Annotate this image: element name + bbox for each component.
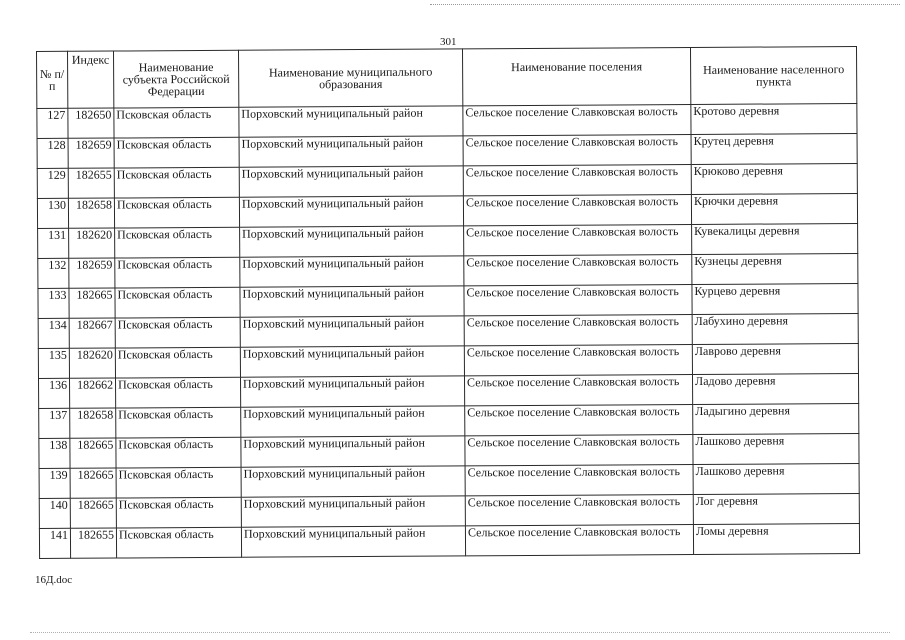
settlements-table [36,46,860,559]
scan-edge-top [430,4,900,5]
cell-subject: Псковская область [116,497,241,528]
header-row [37,46,857,108]
cell-settlement: Сельское поселение Славковская волость [463,105,691,136]
cell-locality: Лашково деревня [693,433,859,464]
cell-number: 132 [38,258,69,288]
cell-municipality: Порховский муниципальный район [241,436,465,467]
cell-municipality: Порховский муниципальный район [241,496,465,527]
table-body [37,103,860,558]
cell-index: 182658 [70,408,116,438]
cell-locality: Лашково деревня [693,463,859,494]
cell-subject: Псковская область [116,527,241,558]
cell-settlement: Сельское поселение Славковская волость [463,135,691,166]
cell-municipality: Порховский муниципальный район [240,316,464,347]
header-settlement: Наименование поселения [462,48,690,106]
header-index: Индекс [68,51,114,108]
cell-settlement: Сельское поселение Славковская волость [464,224,692,255]
header-number: № п/п [37,51,68,108]
cell-subject: Псковская область [114,107,239,138]
cell-municipality: Порховский муниципальный район [240,256,464,287]
cell-settlement: Сельское поселение Славковская волость [465,464,693,495]
header-locality: Наименование населенного пункта [690,46,856,104]
cell-index: 182650 [68,108,114,138]
cell-settlement: Сельское поселение Славковская волость [463,194,691,225]
cell-index: 182659 [68,138,114,168]
cell-index: 182665 [69,288,115,318]
cell-number: 130 [37,198,68,228]
cell-locality: Кузнецы деревня [692,253,858,284]
cell-index: 182667 [69,318,115,348]
cell-number: 127 [37,108,68,138]
cell-index: 182620 [69,228,115,258]
cell-subject: Псковская область [116,467,241,498]
cell-index: 182655 [68,168,114,198]
table-row [39,523,859,558]
cell-subject: Псковская область [114,167,239,198]
cell-number: 140 [39,498,70,528]
cell-locality: Кувекалицы деревня [692,223,858,254]
cell-number: 133 [38,288,69,318]
cell-municipality: Порховский муниципальный район [241,526,465,557]
cell-subject: Псковская область [115,227,240,258]
cell-municipality: Порховский муниципальный район [240,376,464,407]
cell-subject: Псковская область [116,437,241,468]
cell-subject: Псковская область [115,377,240,408]
cell-municipality: Порховский муниципальный район [241,466,465,497]
cell-settlement: Сельское поселение Славковская волость [463,164,691,195]
cell-locality: Лаврово деревня [692,343,858,374]
cell-locality: Крутец деревня [691,133,857,164]
cell-locality: Лог деревня [693,493,859,524]
cell-number: 135 [38,348,69,378]
cell-subject: Псковская область [115,287,240,318]
cell-index: 182665 [70,438,116,468]
cell-locality: Крючки деревня [691,193,857,224]
cell-number: 131 [38,228,69,258]
cell-number: 136 [39,378,70,408]
cell-locality: Кротово деревня [691,103,857,134]
cell-index: 182659 [69,258,115,288]
cell-municipality: Порховский муниципальный район [239,136,463,167]
cell-municipality: Порховский муниципальный район [239,166,463,197]
cell-index: 182662 [69,378,115,408]
cell-municipality: Порховский муниципальный район [240,226,464,257]
cell-number: 139 [39,468,70,498]
cell-number: 134 [38,318,69,348]
cell-subject: Псковская область [115,257,240,288]
cell-number: 141 [39,528,70,558]
cell-subject: Псковская область [115,347,240,378]
cell-municipality: Порховский муниципальный район [240,286,464,317]
cell-settlement: Сельское поселение Славковская волость [464,374,692,405]
cell-number: 137 [39,408,70,438]
cell-index: 182665 [70,468,116,498]
header-municipality: Наименование муниципального образования [238,49,462,107]
cell-locality: Ломы деревня [693,523,859,554]
cell-municipality: Порховский муниципальный район [239,196,463,227]
cell-subject: Псковская область [115,317,240,348]
cell-settlement: Сельское поселение Славковская волость [465,494,693,525]
cell-municipality: Порховский муниципальный район [240,346,464,377]
cell-locality: Ладово деревня [692,373,858,404]
scan-edge-bottom [30,632,890,633]
cell-number: 138 [39,438,70,468]
cell-subject: Псковская область [114,137,239,168]
cell-settlement: Сельское поселение Славковская волость [464,284,692,315]
cell-settlement: Сельское поселение Славковская волость [464,314,692,345]
cell-index: 182665 [70,498,116,528]
cell-index: 182658 [68,198,114,228]
cell-settlement: Сельское поселение Славковская волость [464,344,692,375]
cell-settlement: Сельское поселение Славковская волость [465,404,693,435]
cell-settlement: Сельское поселение Славковская волость [465,524,693,555]
cell-index: 182620 [69,348,115,378]
cell-settlement: Сельское поселение Славковская волость [464,254,692,285]
cell-municipality: Порховский муниципальный район [239,106,463,137]
cell-locality: Лабухино деревня [692,313,858,344]
page-number: 301 [440,36,457,48]
cell-locality: Курцево деревня [692,283,858,314]
cell-municipality: Порховский муниципальный район [241,406,465,437]
cell-locality: Ладыгино деревня [693,403,859,434]
cell-subject: Псковская область [114,197,239,228]
footer-filename: 16Д.doc [35,574,73,586]
cell-number: 128 [37,138,68,168]
cell-subject: Псковская область [116,407,241,438]
cell-locality: Крюково деревня [691,163,857,194]
cell-index: 182655 [70,528,116,558]
cell-settlement: Сельское поселение Славковская волость [465,434,693,465]
table-header [37,46,857,108]
header-subject: Наименование субъекта Российской Федерации [114,50,239,108]
cell-number: 129 [37,168,68,198]
